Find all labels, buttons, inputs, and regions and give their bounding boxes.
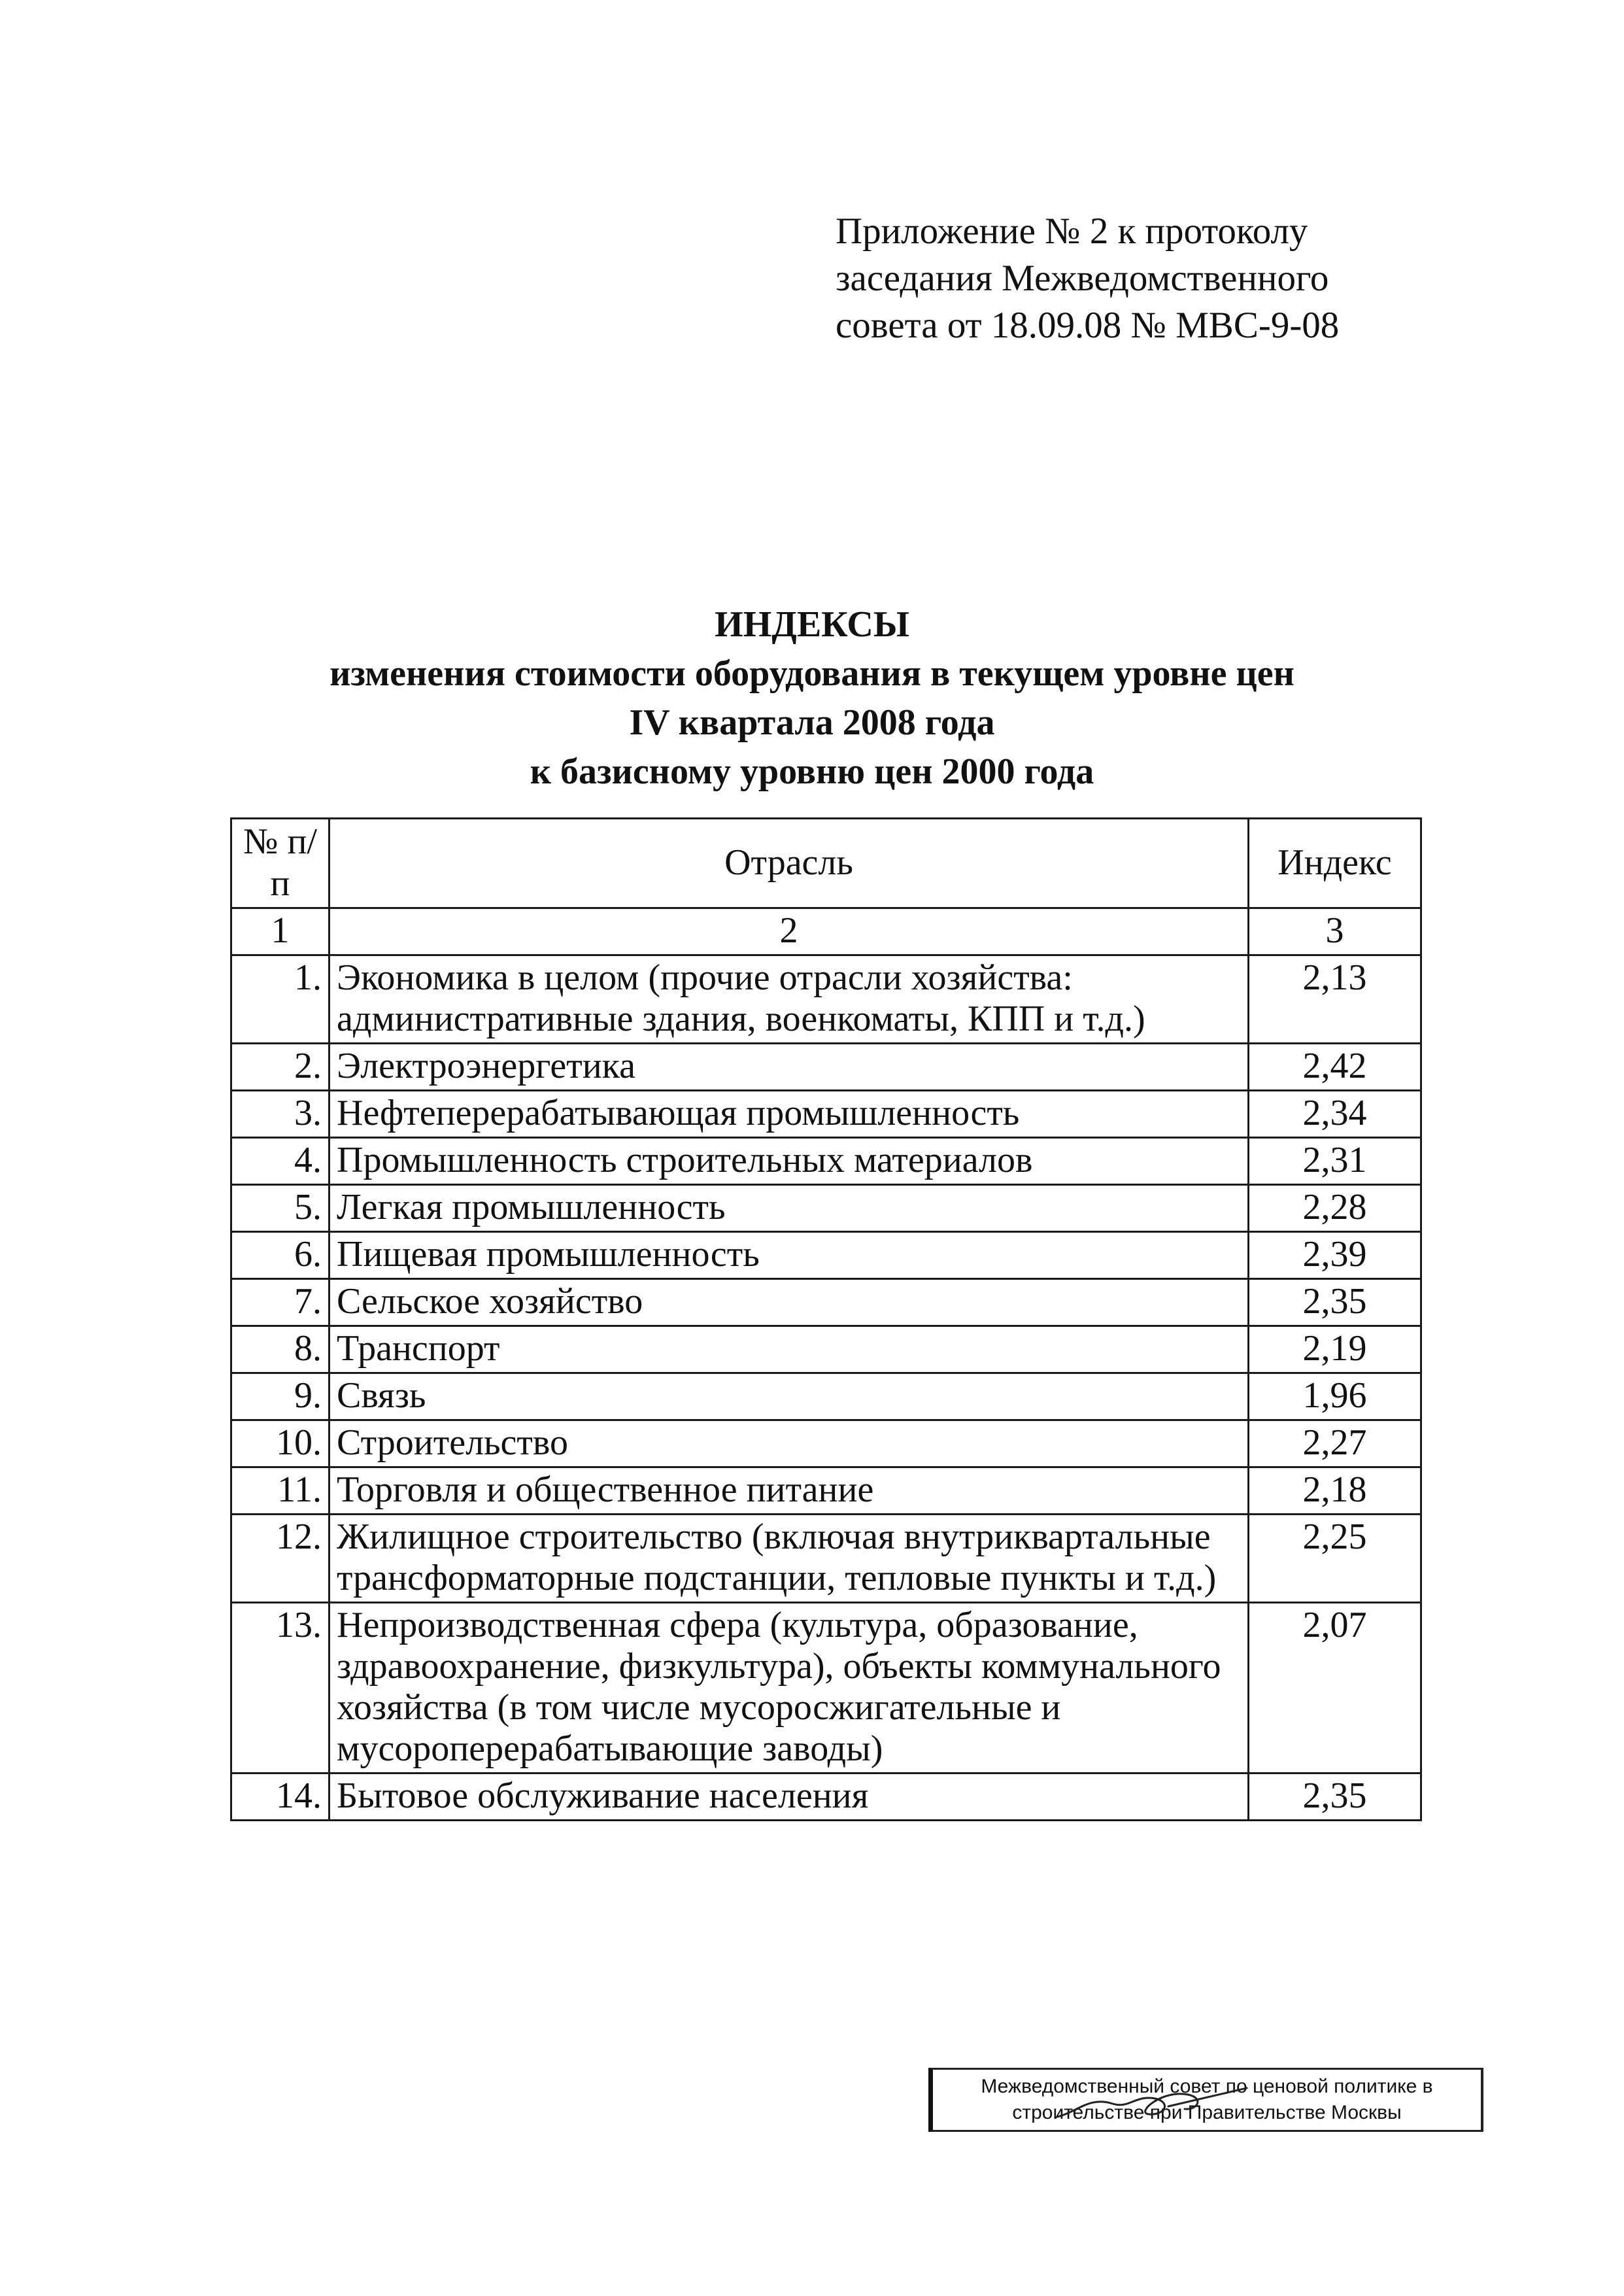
row-index: 2,25 bbox=[1249, 1515, 1421, 1603]
row-sector: Нефтеперерабатывающая промышленность bbox=[330, 1091, 1249, 1138]
row-sector: Жилищное строительство (включая внутриквартальные трансформаторные подстанции, тепловые пункты и т.д.) bbox=[330, 1515, 1249, 1603]
row-sector: Транспорт bbox=[330, 1326, 1249, 1373]
row-sector: Пищевая промышленность bbox=[330, 1232, 1249, 1279]
row-number: 7. bbox=[231, 1279, 330, 1326]
row-sector: Сельское хозяйство bbox=[330, 1279, 1249, 1326]
table-row bbox=[231, 1326, 1421, 1373]
row-number: 12. bbox=[231, 1515, 330, 1603]
row-index: 2,42 bbox=[1249, 1044, 1421, 1091]
row-index: 2,39 bbox=[1249, 1232, 1421, 1279]
header-index: Индекс bbox=[1249, 819, 1421, 908]
row-index: 2,07 bbox=[1249, 1603, 1421, 1773]
row-number: 13. bbox=[231, 1603, 330, 1773]
row-number: 10. bbox=[231, 1420, 330, 1467]
row-number: 3. bbox=[231, 1091, 330, 1138]
table-row bbox=[231, 955, 1421, 1044]
col-number-2: 2 bbox=[330, 908, 1249, 955]
row-index: 2,27 bbox=[1249, 1420, 1421, 1467]
row-number: 2. bbox=[231, 1044, 330, 1091]
title-line-3: IV квартала 2008 года bbox=[629, 702, 995, 743]
annex-line-1: Приложение № 2 к протоколу bbox=[836, 211, 1308, 252]
row-sector: Промышленность строительных материалов bbox=[330, 1138, 1249, 1185]
table-row bbox=[231, 1138, 1421, 1185]
row-sector: Электроэнергетика bbox=[330, 1044, 1249, 1091]
annex-line-2: заседания Межведомственного bbox=[836, 258, 1329, 299]
row-index: 2,35 bbox=[1249, 1279, 1421, 1326]
col-number-3: 3 bbox=[1249, 908, 1421, 955]
row-index: 2,34 bbox=[1249, 1091, 1421, 1138]
row-number: 14. bbox=[231, 1773, 330, 1821]
row-number: 9. bbox=[231, 1373, 330, 1420]
row-index: 2,35 bbox=[1249, 1773, 1421, 1821]
row-index: 1,96 bbox=[1249, 1373, 1421, 1420]
stamp-line-2: строительстве при Правительстве Москвы bbox=[1012, 2102, 1402, 2123]
row-number: 1. bbox=[231, 955, 330, 1044]
title-line-4: к базисному уровню цен 2000 года bbox=[530, 751, 1094, 792]
table-row bbox=[231, 1279, 1421, 1326]
annex-line-3: совета от 18.09.08 № МВС-9-08 bbox=[836, 305, 1340, 346]
header-num: № п/п bbox=[231, 819, 330, 908]
column-numbers-row bbox=[231, 908, 1421, 955]
row-sector: Бытовое обслуживание населения bbox=[330, 1773, 1249, 1821]
row-sector: Непроизводственная сфера (культура, образование, здравоохранение, физкультура), объекты коммунального хозяйства (в том числе мусоросжигательные и мусороперерабатывающие заводы) bbox=[330, 1603, 1249, 1773]
row-number: 6. bbox=[231, 1232, 330, 1279]
row-index: 2,13 bbox=[1249, 955, 1421, 1044]
row-sector: Легкая промышленность bbox=[330, 1185, 1249, 1232]
row-number: 5. bbox=[231, 1185, 330, 1232]
row-index: 2,31 bbox=[1249, 1138, 1421, 1185]
council-stamp bbox=[928, 2068, 1483, 2132]
table-row bbox=[231, 1185, 1421, 1232]
row-sector: Строительство bbox=[330, 1420, 1249, 1467]
table-row bbox=[231, 1044, 1421, 1091]
title-line-2: изменения стоимости оборудования в текущем уровне цен bbox=[330, 653, 1294, 694]
row-number: 4. bbox=[231, 1138, 330, 1185]
table-row bbox=[231, 1603, 1421, 1773]
table-row bbox=[231, 1773, 1421, 1821]
row-number: 11. bbox=[231, 1467, 330, 1515]
table-row bbox=[231, 1091, 1421, 1138]
col-number-1: 1 bbox=[231, 908, 330, 955]
table-row bbox=[231, 1232, 1421, 1279]
row-index: 2,18 bbox=[1249, 1467, 1421, 1515]
row-index: 2,19 bbox=[1249, 1326, 1421, 1373]
row-sector: Экономика в целом (прочие отрасли хозяйства: административные здания, военкоматы, КПП и т.д.) bbox=[330, 955, 1249, 1044]
document-title bbox=[0, 600, 1624, 797]
row-sector: Связь bbox=[330, 1373, 1249, 1420]
row-sector: Торговля и общественное питание bbox=[330, 1467, 1249, 1515]
table-header-row bbox=[231, 819, 1421, 908]
row-number: 8. bbox=[231, 1326, 330, 1373]
row-index: 2,28 bbox=[1249, 1185, 1421, 1232]
table-row bbox=[231, 1467, 1421, 1515]
title-line-1: ИНДЕКСЫ bbox=[715, 604, 909, 645]
stamp-line-1: Межведомственный совет по ценовой политике в bbox=[981, 2076, 1433, 2097]
table-row bbox=[231, 1515, 1421, 1603]
index-table bbox=[230, 817, 1422, 1821]
table-row bbox=[231, 1373, 1421, 1420]
annex-reference bbox=[836, 208, 1339, 349]
signature-icon bbox=[1051, 2076, 1260, 2129]
table-row bbox=[231, 1420, 1421, 1467]
header-sector: Отрасль bbox=[330, 819, 1249, 908]
